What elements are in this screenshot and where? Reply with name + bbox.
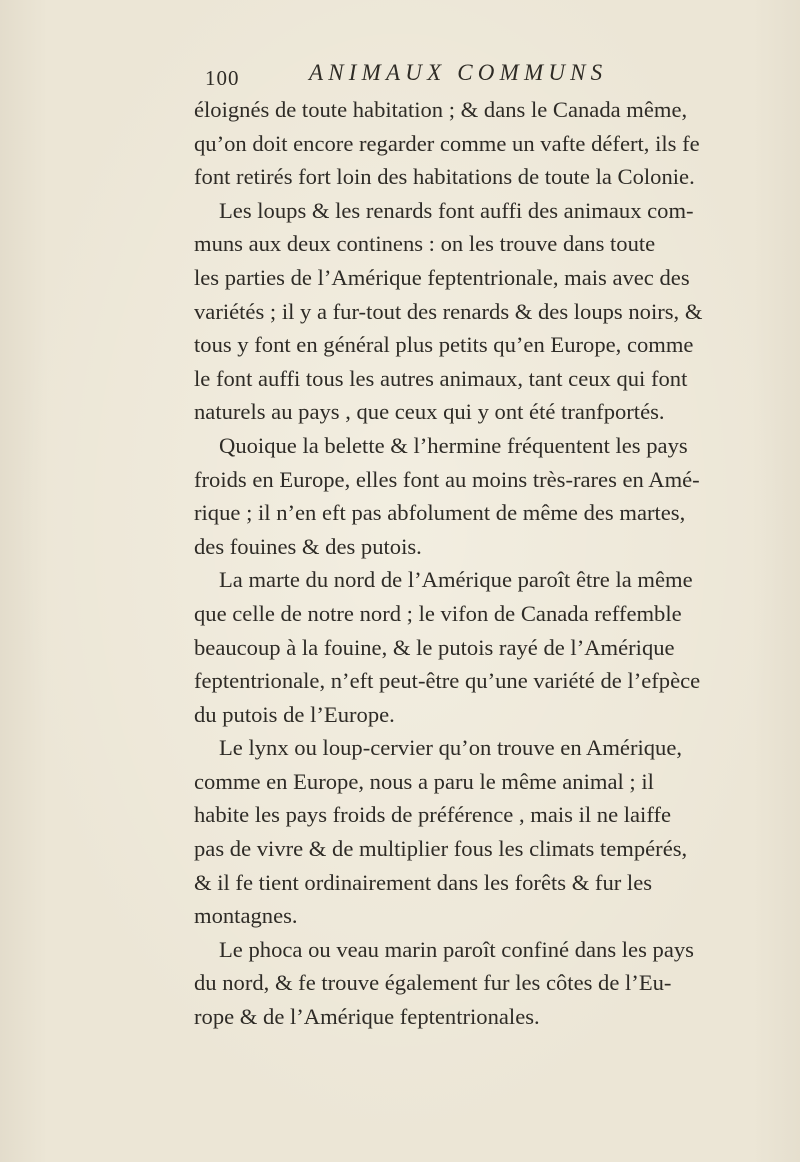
text-line: naturels au pays , que ceux qui y ont été tranfportés.	[194, 399, 665, 425]
text-line: La marte du nord de l’Amérique paroît être la même	[219, 567, 693, 593]
text-line: pas de vivre & de multiplier fous les climats tempérés,	[194, 836, 688, 862]
text-line: Les loups & les renards font auffi des animaux com-	[219, 197, 694, 223]
text-line: montagnes.	[194, 903, 298, 929]
text-line: habite les pays froids de préférence , mais il ne laiffe	[194, 802, 671, 828]
text-line: muns aux deux continens : on les trouve dans toute	[194, 231, 656, 257]
text-line: rope & de l’Amérique feptentrionales.	[194, 1004, 540, 1030]
page-number: 100	[205, 66, 240, 90]
text-line: que celle de notre nord ; le vifon de Canada reffemble	[194, 600, 682, 626]
text-line: qu’on doit encore regarder comme un vafte défert, ils fe	[194, 130, 700, 156]
text-line: du nord, & fe trouve également fur les côtes de l’Eu-	[194, 970, 672, 996]
text-line: Quoique la belette & l’hermine fréquentent les pays	[219, 432, 688, 458]
text-line: beaucoup à la fouine, & le putois rayé de l’Amérique	[194, 634, 675, 660]
text-line: Le phoca ou veau marin paroît confiné dans les pays	[219, 936, 694, 962]
text-line: & il fe tient ordinairement dans les forêts & fur les	[194, 869, 653, 895]
text-line: éloignés de toute habitation ; & dans le Canada même,	[194, 97, 688, 122]
text-line: du putois de l’Europe.	[194, 701, 395, 727]
text-line: les parties de l’Amérique feptentrionale, mais avec des	[194, 264, 690, 290]
text-line: tous y font en général plus petits qu’en Europe, comme	[194, 332, 694, 358]
text-line: feptentrionale, n’eft peut-être qu’une variété de l’efpèce	[194, 668, 701, 694]
text-line: comme en Europe, nous a paru le même animal ; il	[194, 768, 654, 794]
text-line: variétés ; il y a fur-tout des renards & des loups noirs, &	[194, 298, 703, 324]
text-line: rique ; il n’en eft pas abfolument de même des martes,	[194, 500, 686, 526]
text-line: font retirés fort loin des habitations de toute la Colonie.	[194, 164, 695, 190]
running-title: ANIMAUX COMMUNS	[309, 60, 608, 85]
text-line: des fouines & des putois.	[194, 533, 422, 559]
page-header	[205, 60, 645, 94]
text-line: Le lynx ou loup-cervier qu’on trouve en Amérique,	[219, 735, 683, 761]
text-line: le font auffi tous les autres animaux, tant ceux qui font	[194, 365, 688, 391]
text-line: froids en Europe, elles font au moins très-rares en Amé-	[194, 466, 700, 492]
body-text	[194, 93, 703, 1034]
